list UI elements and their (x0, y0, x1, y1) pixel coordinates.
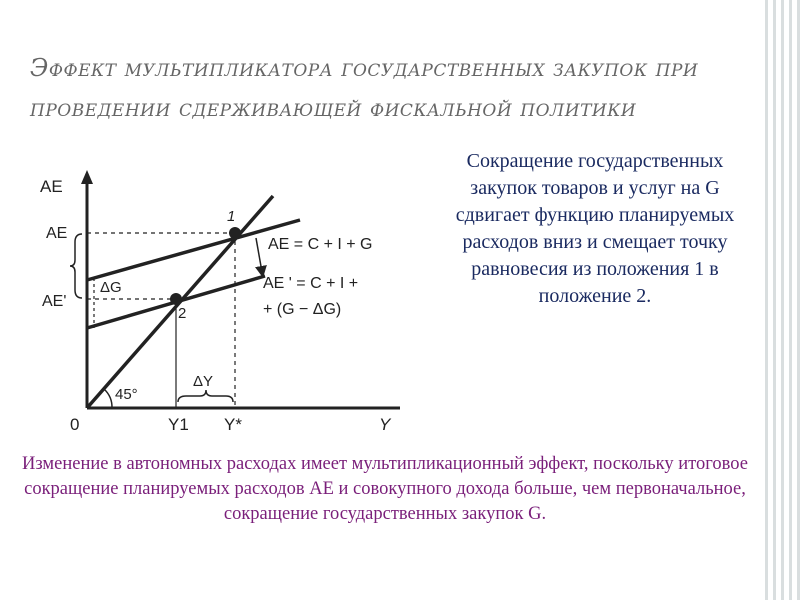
delta-g-label: ΔG (100, 279, 122, 296)
45-degree-arc (104, 389, 112, 408)
y-axis-label: AE (40, 177, 63, 196)
ae-line-label: AE = C + I + G (268, 236, 373, 253)
ae-prime-line-label-1: AE ' = C + I + (263, 275, 359, 292)
x-axis-label: Y (379, 415, 391, 434)
delta-y-brace-icon (178, 390, 233, 402)
shift-arrow-icon (256, 238, 262, 272)
conclusion-text: Изменение в автономных расходах имеет мультипликационный эффект, поскольку итоговое сокращение планируемых расходов АЕ и совокупного дохода больше, чем первоначальное, сокращение государственных закупок G. (22, 454, 748, 524)
explanation-text: Сокращение государственных закупок товаров и услуг на G сдвигает функцию планируемых расходов вниз и смещает точку равновесия из положения 1 в положение 2. (455, 150, 735, 307)
origin-label: 0 (70, 415, 80, 434)
equilibrium-point-1 (229, 227, 241, 239)
ae-prime-line-label-2: + (G − ΔG) (263, 301, 342, 318)
y-axis-arrow-icon (81, 170, 93, 184)
point-1-label: 1 (227, 208, 236, 225)
angle-label: 45° (115, 386, 138, 403)
equilibrium-point-2 (170, 293, 182, 305)
ae-prime-tick-label: AE' (42, 293, 67, 310)
diagram-svg (30, 168, 420, 448)
ae-brace-icon (70, 234, 82, 298)
multiplier-diagram (30, 168, 420, 448)
ystar-label: Y* (224, 415, 242, 434)
y1-label: Y1 (168, 415, 189, 434)
point-2-label: 2 (178, 305, 187, 322)
slide-title: Эффект мультипликатора государственных закупок при проведении сдерживающей фискальной политики (30, 54, 699, 122)
ae-tick-label: AE (46, 225, 68, 242)
delta-y-label: ΔY (193, 373, 214, 390)
